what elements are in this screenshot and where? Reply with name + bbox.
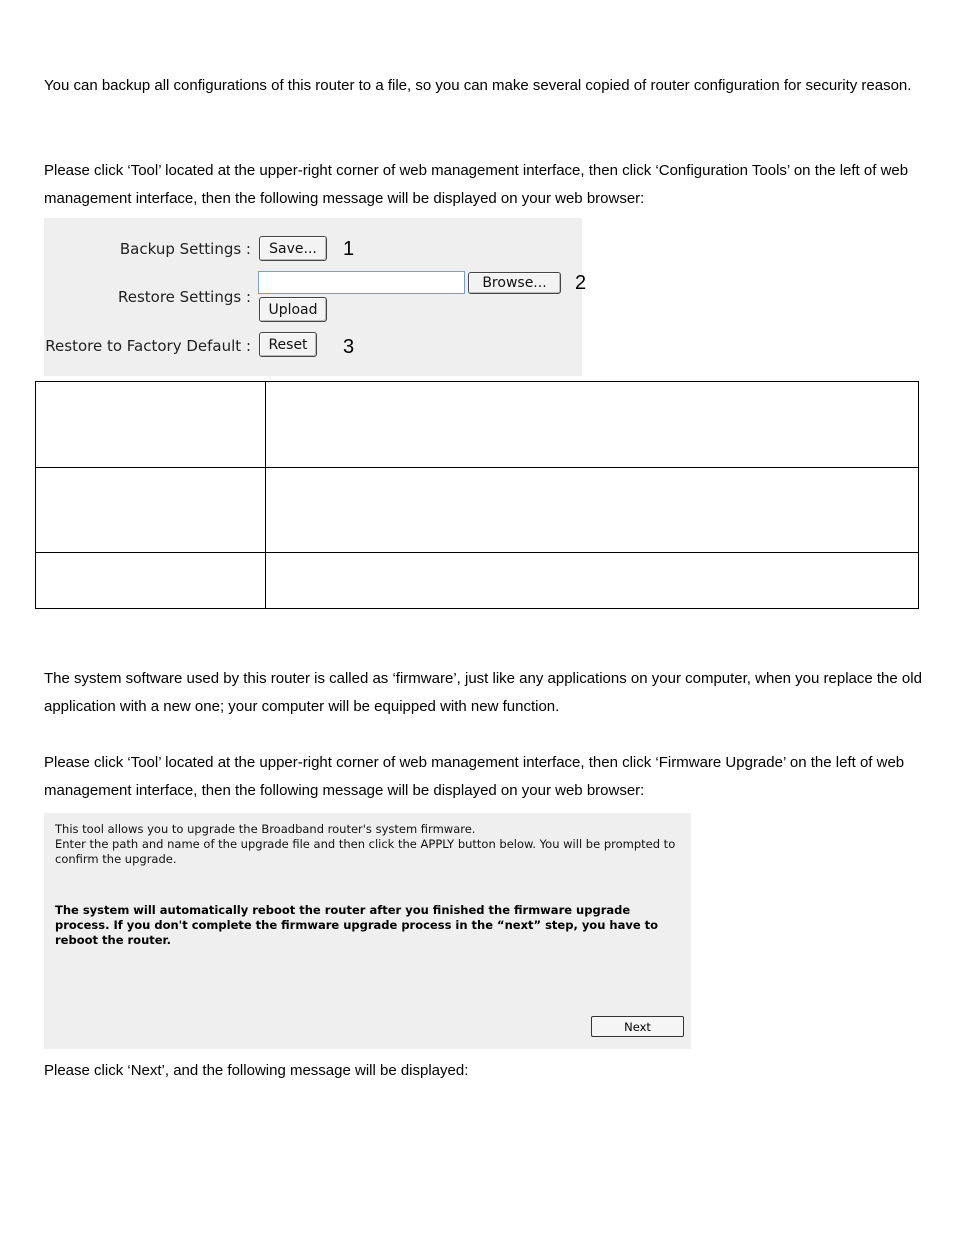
upload-button[interactable]: Upload	[259, 297, 327, 322]
callout-1: 1	[343, 238, 355, 260]
reset-button[interactable]: Reset	[259, 332, 317, 357]
table-row	[36, 382, 918, 468]
restore-settings-label: Restore Settings :	[117, 288, 251, 306]
firmware-paragraph-2: Please click ‘Tool’ located at the upper-right corner of web management interface, then click ‘Firmware Upgrade’ on the left of web management interface, then the following message will be displayed on your web browser:	[44, 754, 905, 799]
description-table	[35, 381, 919, 609]
restore-file-input[interactable]	[258, 271, 465, 294]
configuration-tools-screenshot	[44, 218, 587, 376]
browse-button[interactable]: Browse...	[468, 272, 561, 294]
backup-settings-label: Backup Settings :	[119, 240, 251, 258]
firmware-info-line-1: This tool allows you to upgrade the Broadband router's system firmware.	[55, 822, 476, 836]
firmware-info-line-2: Enter the path and name of the upgrade file and then click the APPLY button below. You will be prompted to confirm the upgrade.	[55, 837, 676, 866]
firmware-upgrade-screenshot	[44, 813, 691, 1049]
firmware-paragraph-1: The system software used by this router is called as ‘firmware’, just like any applications on your computer, when you replace the old application with a new one; your computer will be equipped with new function.	[44, 670, 922, 715]
callout-2: 2	[575, 272, 587, 294]
save-button[interactable]: Save...	[259, 236, 327, 261]
table-row	[36, 467, 918, 553]
intro-paragraph-1: You can backup all configurations of this router to a file, so you can make several copied of router configuration for security reason.	[44, 77, 912, 94]
footer-paragraph: Please click ‘Next’, and the following message will be displayed:	[44, 1062, 469, 1079]
intro-paragraph-2: Please click ‘Tool’ located at the upper-right corner of web management interface, then click ‘Configuration Tools’ on the left of web management interface, then the following message will be displayed on your web browser:	[44, 162, 909, 207]
firmware-warning: The system will automatically reboot the router after you finished the firmware upgrade process. If you don't complete the firmware upgrade process in the “next” step, you have to reboot the router.	[55, 903, 659, 947]
callout-3: 3	[343, 336, 355, 358]
factory-default-label: Restore to Factory Default :	[45, 337, 251, 355]
table-row	[36, 552, 918, 608]
next-button[interactable]: Next	[591, 1016, 684, 1037]
